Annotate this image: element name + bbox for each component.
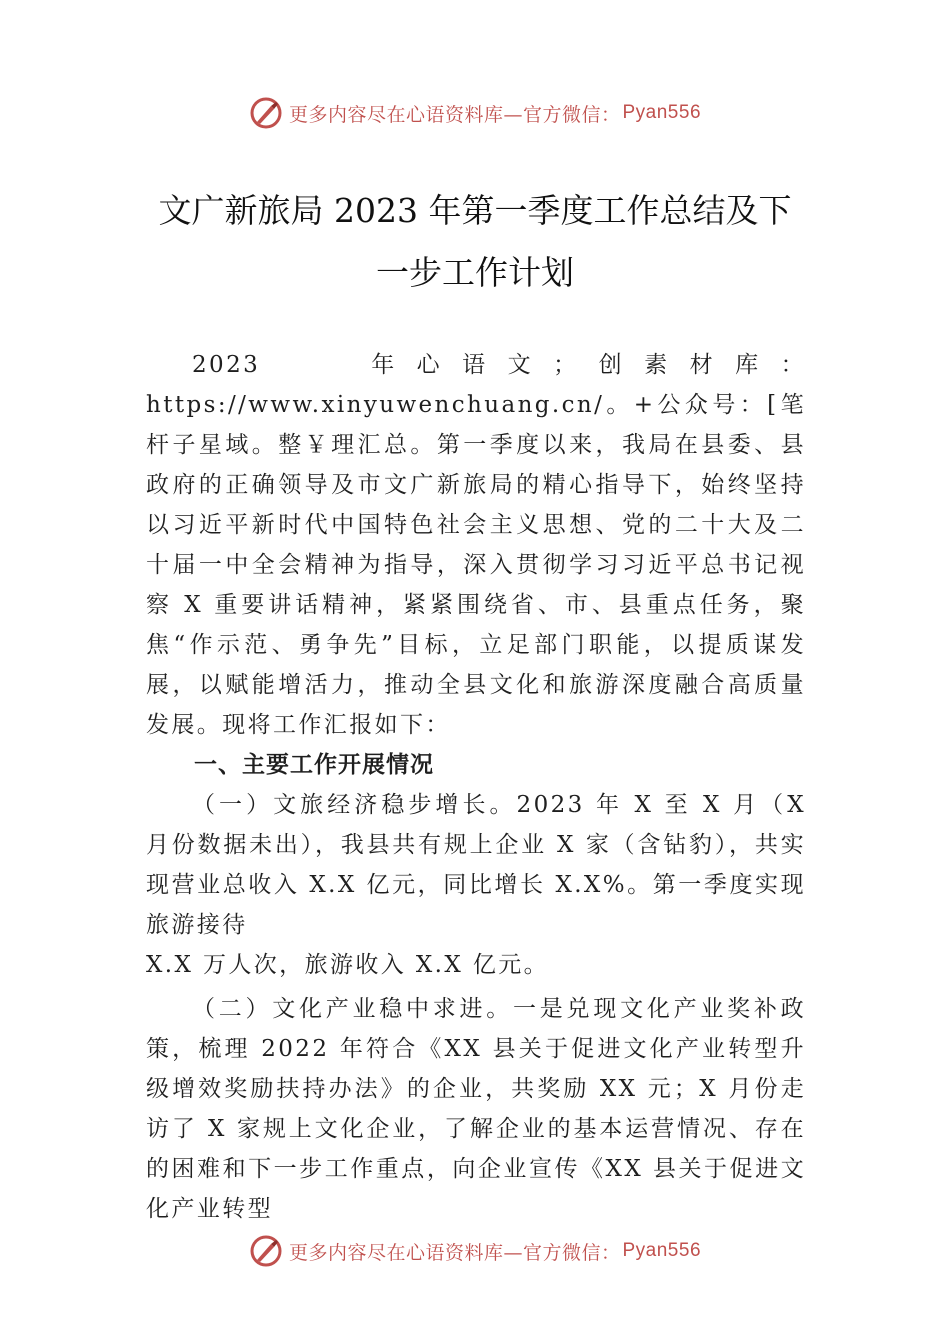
title-line-2: 一步工作计划	[376, 253, 574, 292]
subsection-2-paragraph: （二）文化产业稳中求进。一是兑现文化产业奖补政策，梳理 2022 年符合《XX 县关于促进文化产业转型升级增效奖励扶持办法》的企业，共奖励 XX 元；X 月份走访了 X 家规上文化企业，了解企业的基本运营情况、存在的困难和下一步工作重点，向企业宣传《XX 县关于促进文化产业转型	[146, 996, 806, 1222]
subsection-1-continuation: X.X 万人次，旅游收入 X.X 亿元。	[146, 952, 550, 978]
watermark-header	[0, 96, 950, 130]
section-heading: 一、主要工作开展情况	[194, 752, 434, 778]
watermark-text: 更多内容尽在心语资料库—官方微信：	[288, 103, 621, 126]
watermark-wechat-id: Pyan556	[622, 102, 702, 123]
title-line-1: 文广新旅局 2023 年第一季度工作总结及下	[158, 191, 792, 230]
document-body	[146, 345, 806, 1229]
intro-paragraph: 2023 年心语文；创素材库：https://www.xinyuwenchuang.cn/。+公众号：[笔杆子星域。整￥理汇总。第一季度以来，我局在县委、县政府的正确领导及市文广新旅局的精心指导下，始终坚持以习近平新时代中国特色社会主义思想、党的二十大及二十届一中全会精神为指导，深入贯彻学习习近平总书记视察 X 重要讲话精神，紧紧围绕省、市、县重点任务，聚焦“作示范、勇争先”目标，立足部门职能，以提质谋发展，以赋能增活力，推动全县文化和旅游深度融合高质量发展。现将工作汇报如下：	[146, 352, 806, 738]
watermark-wechat-id: Pyan556	[622, 1240, 702, 1261]
pen-logo-icon	[249, 1234, 283, 1268]
subsection-1-paragraph: （一）文旅经济稳步增长。2023 年 X 至 X 月（X 月份数据未出），我县共有规上企业 X 家（含钻豹），共实现营业总收入 X.X 亿元，同比增长 X.X%。第一季度实现旅游接待	[146, 792, 806, 938]
pen-logo-icon	[249, 96, 283, 130]
document-title	[100, 180, 850, 304]
watermark-footer	[0, 1234, 950, 1268]
watermark-text: 更多内容尽在心语资料库—官方微信：	[288, 1241, 621, 1264]
